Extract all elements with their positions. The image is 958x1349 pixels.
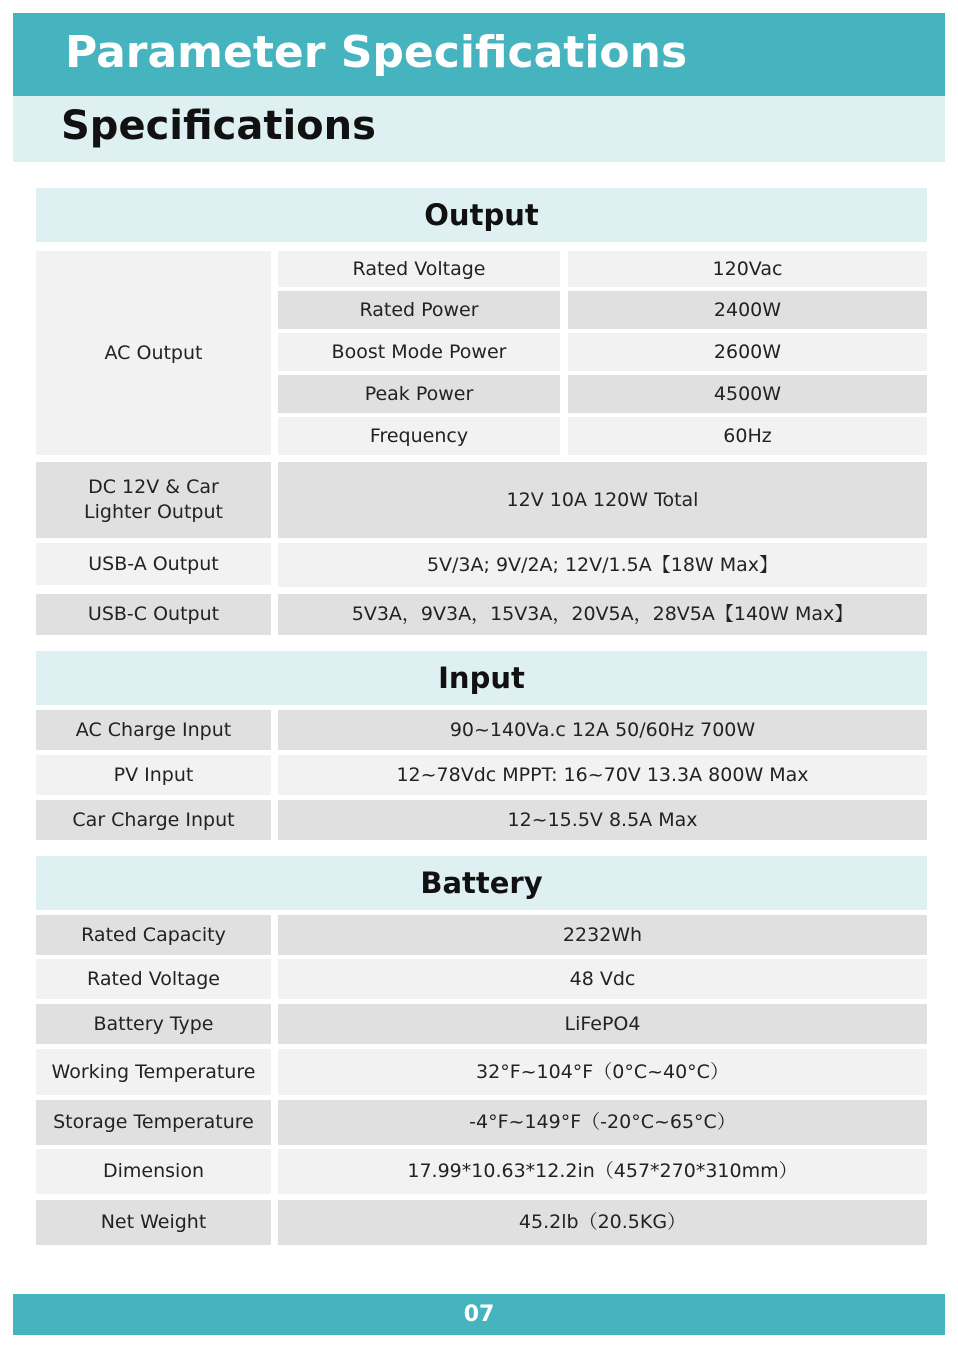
car-charge-input-value: 12~15.5V 8.5A Max bbox=[278, 800, 927, 840]
ac-param-value: 120Vac bbox=[568, 251, 927, 287]
ac-param-value: 60Hz bbox=[568, 417, 927, 455]
battery-spec-value: -4°F~149°F（-20°C~65°C） bbox=[278, 1100, 927, 1145]
page-footer bbox=[13, 1294, 945, 1335]
battery-spec-label: Dimension bbox=[36, 1149, 271, 1194]
dc-output-value: 12V 10A 120W Total bbox=[278, 462, 927, 538]
dc-output-label-line1: DC 12V & Car bbox=[88, 476, 219, 498]
ac-param-name: Boost Mode Power bbox=[278, 333, 560, 371]
battery-spec-value: 2232Wh bbox=[278, 915, 927, 955]
section-subheader bbox=[13, 96, 945, 162]
car-charge-input-label: Car Charge Input bbox=[36, 800, 271, 840]
ac-param-name: Frequency bbox=[278, 417, 560, 455]
battery-spec-label: Rated Capacity bbox=[36, 915, 271, 955]
usb-c-output-label: USB-C Output bbox=[36, 594, 271, 635]
subheader-title: Specifications bbox=[61, 103, 376, 149]
usb-a-output-label: USB-A Output bbox=[36, 543, 271, 585]
battery-spec-value: 48 Vdc bbox=[278, 959, 927, 999]
ac-param-value: 2600W bbox=[568, 333, 927, 371]
page-header bbox=[13, 13, 945, 96]
usb-c-output-value: 5V3A，9V3A，15V3A，20V5A，28V5A【140W Max】 bbox=[278, 594, 927, 635]
ac-output-label: AC Output bbox=[36, 251, 271, 455]
ac-param-value: 2400W bbox=[568, 291, 927, 329]
battery-heading: Battery bbox=[36, 856, 927, 910]
battery-spec-label: Working Temperature bbox=[36, 1049, 271, 1095]
ac-charge-input-label: AC Charge Input bbox=[36, 710, 271, 750]
battery-spec-value: LiFePO4 bbox=[278, 1004, 927, 1044]
page-number: 07 bbox=[463, 1302, 495, 1327]
battery-spec-label: Rated Voltage bbox=[36, 959, 271, 999]
pv-input-value: 12~78Vdc MPPT: 16~70V 13.3A 800W Max bbox=[278, 755, 927, 795]
page-title: Parameter Specifications bbox=[65, 27, 688, 78]
battery-spec-value: 17.99*10.63*12.2in（457*270*310mm） bbox=[278, 1149, 927, 1194]
ac-param-name: Peak Power bbox=[278, 375, 560, 413]
ac-param-name: Rated Voltage bbox=[278, 251, 560, 287]
usb-a-output-value: 5V/3A; 9V/2A; 12V/1.5A【18W Max】 bbox=[278, 543, 927, 587]
battery-spec-label: Storage Temperature bbox=[36, 1100, 271, 1145]
dc-output-label bbox=[36, 462, 271, 538]
battery-spec-label: Net Weight bbox=[36, 1200, 271, 1245]
ac-param-name: Rated Power bbox=[278, 291, 560, 329]
ac-param-value: 4500W bbox=[568, 375, 927, 413]
battery-spec-value: 32°F~104°F（0°C~40°C） bbox=[278, 1049, 927, 1095]
input-heading: Input bbox=[36, 651, 927, 705]
output-heading: Output bbox=[36, 188, 927, 242]
ac-charge-input-value: 90~140Va.c 12A 50/60Hz 700W bbox=[278, 710, 927, 750]
dc-output-label-line2: Lighter Output bbox=[84, 501, 223, 523]
battery-spec-label: Battery Type bbox=[36, 1004, 271, 1044]
pv-input-label: PV Input bbox=[36, 755, 271, 795]
battery-spec-value: 45.2lb（20.5KG） bbox=[278, 1200, 927, 1245]
